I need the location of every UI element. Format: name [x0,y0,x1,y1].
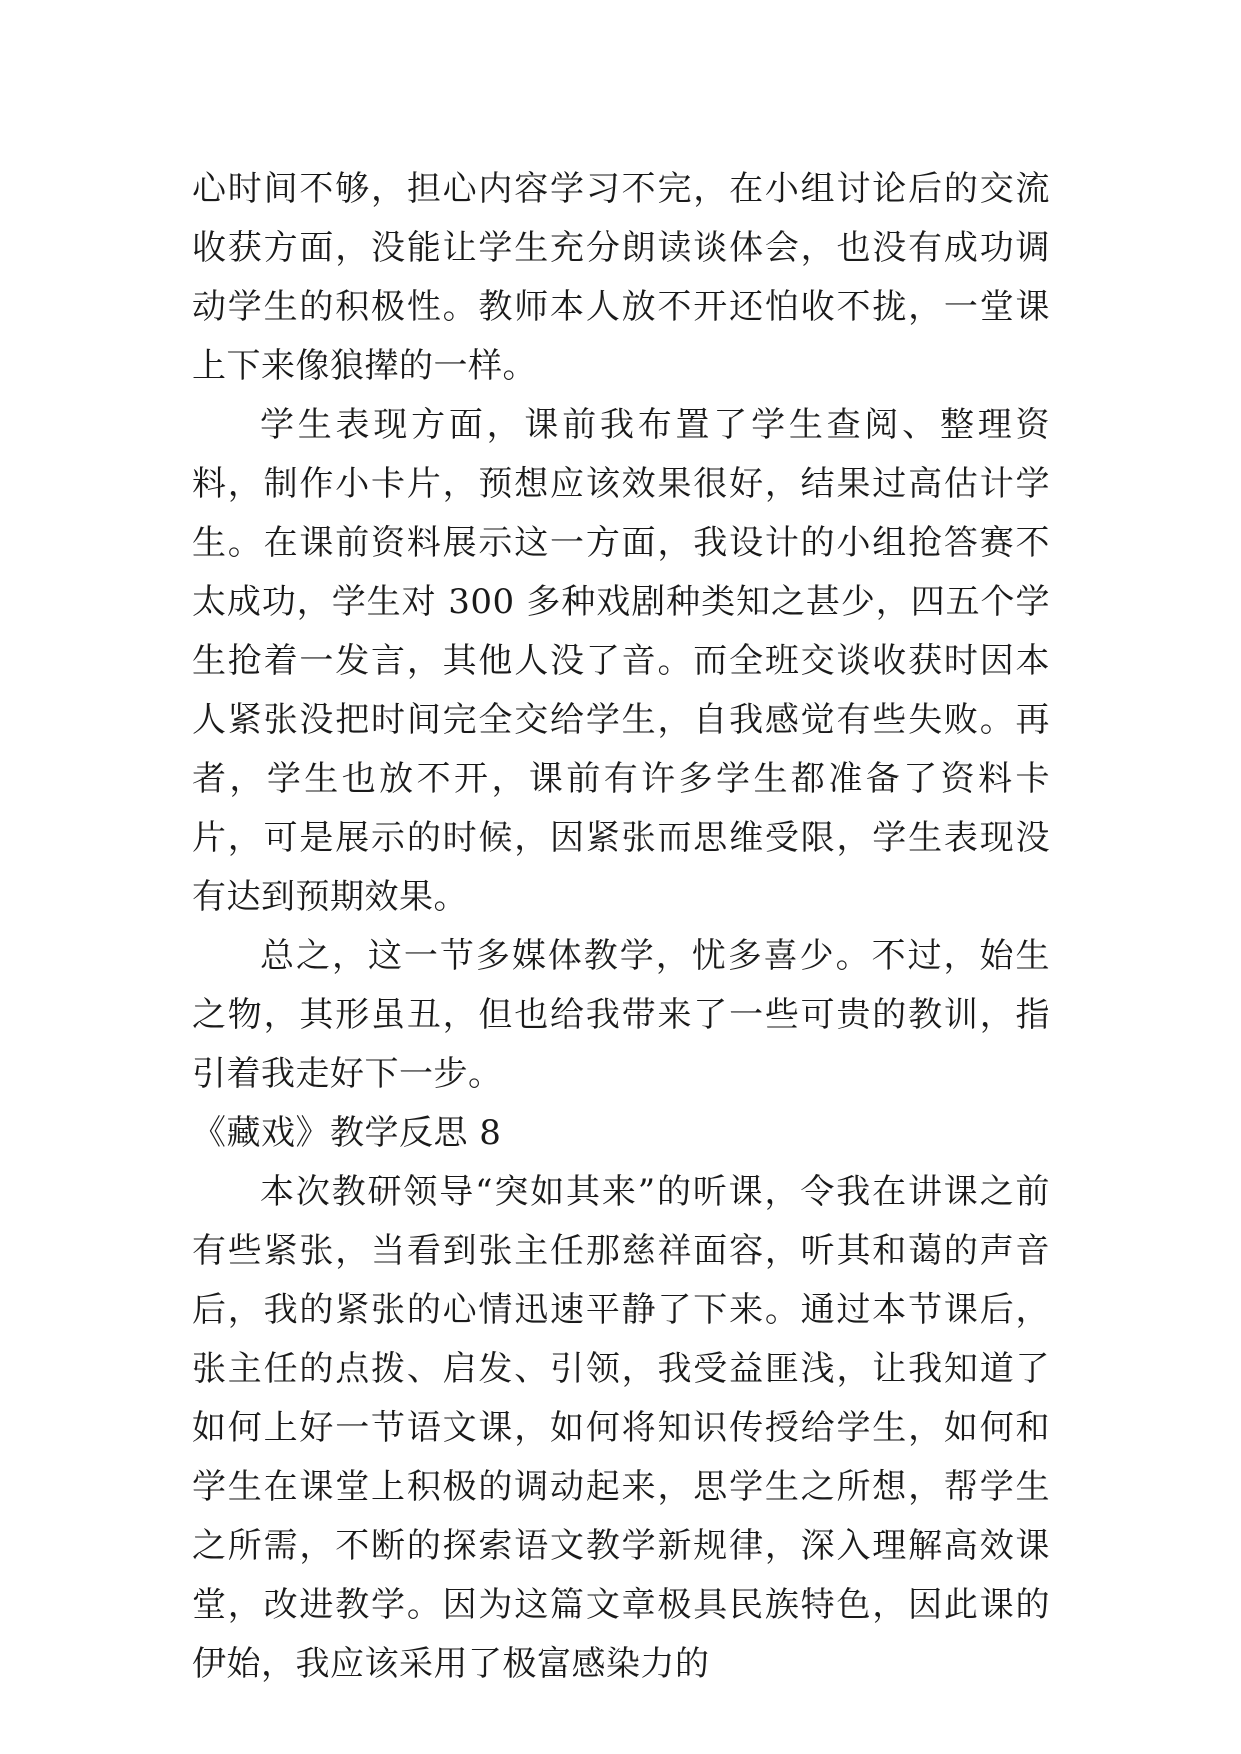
paragraph-2: 学生表现方面，课前我布置了学生查阅、整理资料，制作小卡片，预想应该效果很好，结果过高估计学生。在课前资料展示这一方面，我设计的小组抢答赛不太成功，学生对 300 多种戏剧种类知之甚少，四五个学生抢着一发言，其他人没了音。而全班交谈收获时因本人紧张没把时间完全交给学生，自我感觉有些失败。再者，学生也放不开，课前有许多学生都准备了资料卡片，可是展示的时候，因紧张而思维受限，学生表现没有达到预期效果。 [192,405,1050,917]
paragraph-1: 心时间不够，担心内容学习不完，在小组讨论后的交流收获方面，没能让学生充分朗读谈体会，也没有成功调动学生的积极性。教师本人放不开还怕收不拢，一堂课上下来像狼撵的一样。 [192,169,1050,386]
document-body [192,160,1050,1694]
paragraph-3: 总之，这一节多媒体教学，忧多喜少。不过，始生之物，其形虽丑，但也给我带来了一些可贵的教训，指引着我走好下一步。 [192,936,1050,1094]
section-heading: 《藏戏》教学反思 8 [192,1113,502,1153]
paragraph-4: 本次教研领导“突如其来”的听课，令我在讲课之前有些紧张，当看到张主任那慈祥面容，听其和蔼的声音后，我的紧张的心情迅速平静了下来。通过本节课后，张主任的点拨、启发、引领，我受益匪浅，让我知道了如何上好一节语文课，如何将知识传授给学生，如何和学生在课堂上积极的调动起来，思学生之所想，帮学生之所需，不断的探索语文教学新规律，深入理解高效课堂，改进教学。因为这篇文章极具民族特色，因此课的伊始，我应该采用了极富感染力的 [192,1172,1050,1684]
